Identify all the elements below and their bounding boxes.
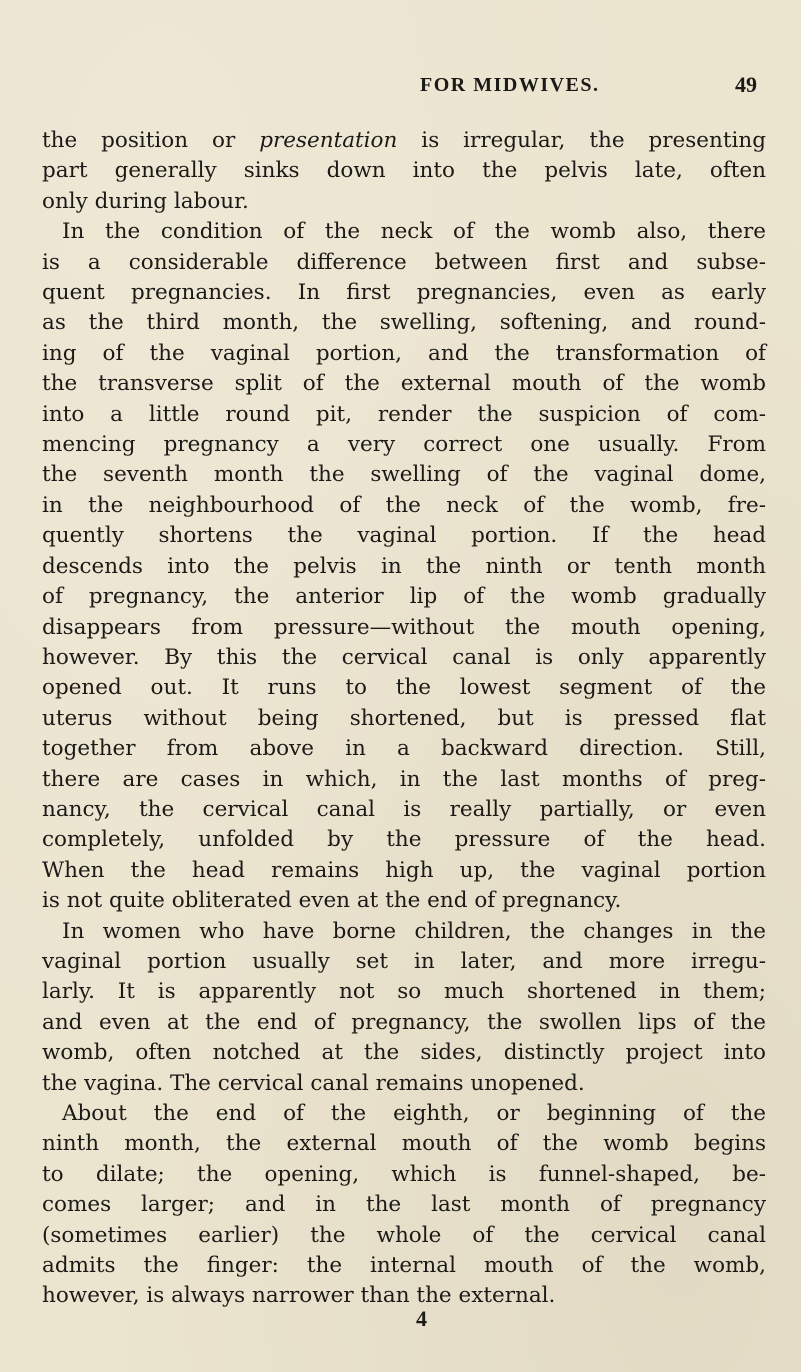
signature-mark: 4 bbox=[416, 1306, 427, 1331]
running-head: FOR MIDWIVES. bbox=[420, 74, 600, 96]
text-line: vaginal portion usually set in later, and more irregu- bbox=[42, 948, 766, 974]
text-line: to dilate; the opening, which is funnel-shaped, be- bbox=[42, 1161, 766, 1187]
text-line: comes larger; and in the last month of pregnancy bbox=[42, 1192, 766, 1218]
text-line: larly. It is apparently not so much shortened in them; bbox=[42, 979, 766, 1005]
text-line: the position or presentation is irregular, the presenting bbox=[42, 128, 766, 153]
page-number: 49 bbox=[735, 72, 757, 97]
text-line: together from above in a backward direction. Still, bbox=[42, 736, 766, 762]
text-line: and even at the end of pregnancy, the swollen lips of the bbox=[42, 1009, 766, 1035]
text-line: quently shortens the vaginal portion. If the head bbox=[42, 523, 766, 549]
text-line: in the neighbourhood of the neck of the womb, fre- bbox=[42, 492, 766, 518]
text-line: completely, unfolded by the pressure of the head. bbox=[42, 827, 766, 853]
body-text bbox=[42, 126, 766, 1312]
emphasized-word: presentation bbox=[259, 128, 398, 153]
text-line: part generally sinks down into the pelvis late, often bbox=[42, 158, 766, 184]
text-line: quent pregnancies. In first pregnancies, even as early bbox=[42, 280, 766, 306]
text-line: however, is always narrower than the external. bbox=[42, 1283, 556, 1309]
text-line: the seventh month the swelling of the vaginal dome, bbox=[42, 462, 766, 488]
text-line: mencing pregnancy a very correct one usually. From bbox=[42, 432, 766, 458]
text-line: About the end of the eighth, or beginning of the bbox=[62, 1101, 766, 1126]
text-line: nancy, the cervical canal is really partially, or even bbox=[42, 796, 766, 822]
text-line: into a little round pit, render the suspicion of com- bbox=[42, 401, 766, 427]
text-line: ninth month, the external mouth of the womb begins bbox=[42, 1131, 766, 1157]
text-line: however. By this the cervical canal is only apparently bbox=[42, 644, 766, 670]
text-line: When the head remains high up, the vaginal portion bbox=[42, 857, 766, 883]
text-line: uterus without being shortened, but is pressed flat bbox=[42, 705, 766, 731]
text-line: of pregnancy, the anterior lip of the womb gradually bbox=[42, 584, 766, 610]
text-line: disappears from pressure—without the mouth opening, bbox=[42, 614, 766, 640]
text-line: the vagina. The cervical canal remains unopened. bbox=[42, 1070, 585, 1096]
text-line: the transverse split of the external mouth of the womb bbox=[42, 371, 766, 397]
text-line: In women who have borne children, the changes in the bbox=[62, 918, 766, 944]
text-line: there are cases in which, in the last months of preg- bbox=[42, 766, 766, 792]
text-line: womb, often notched at the sides, distinctly project into bbox=[42, 1040, 766, 1066]
text-line: admits the finger: the internal mouth of the womb, bbox=[42, 1253, 766, 1279]
text-line: ing of the vaginal portion, and the transformation of bbox=[42, 340, 766, 366]
text-line: as the third month, the swelling, softening, and round- bbox=[42, 310, 766, 336]
text-line: is not quite obliterated even at the end of pregnancy. bbox=[42, 888, 622, 914]
text-line: In the condition of the neck of the womb also, there bbox=[62, 219, 766, 245]
text-line: opened out. It runs to the lowest segment of the bbox=[42, 675, 766, 701]
text-line: descends into the pelvis in the ninth or tenth month bbox=[42, 553, 766, 579]
text-line: only during labour. bbox=[42, 188, 249, 214]
text-line: is a considerable difference between first and subse- bbox=[42, 249, 766, 275]
text-line: (sometimes earlier) the whole of the cervical canal bbox=[42, 1222, 766, 1248]
